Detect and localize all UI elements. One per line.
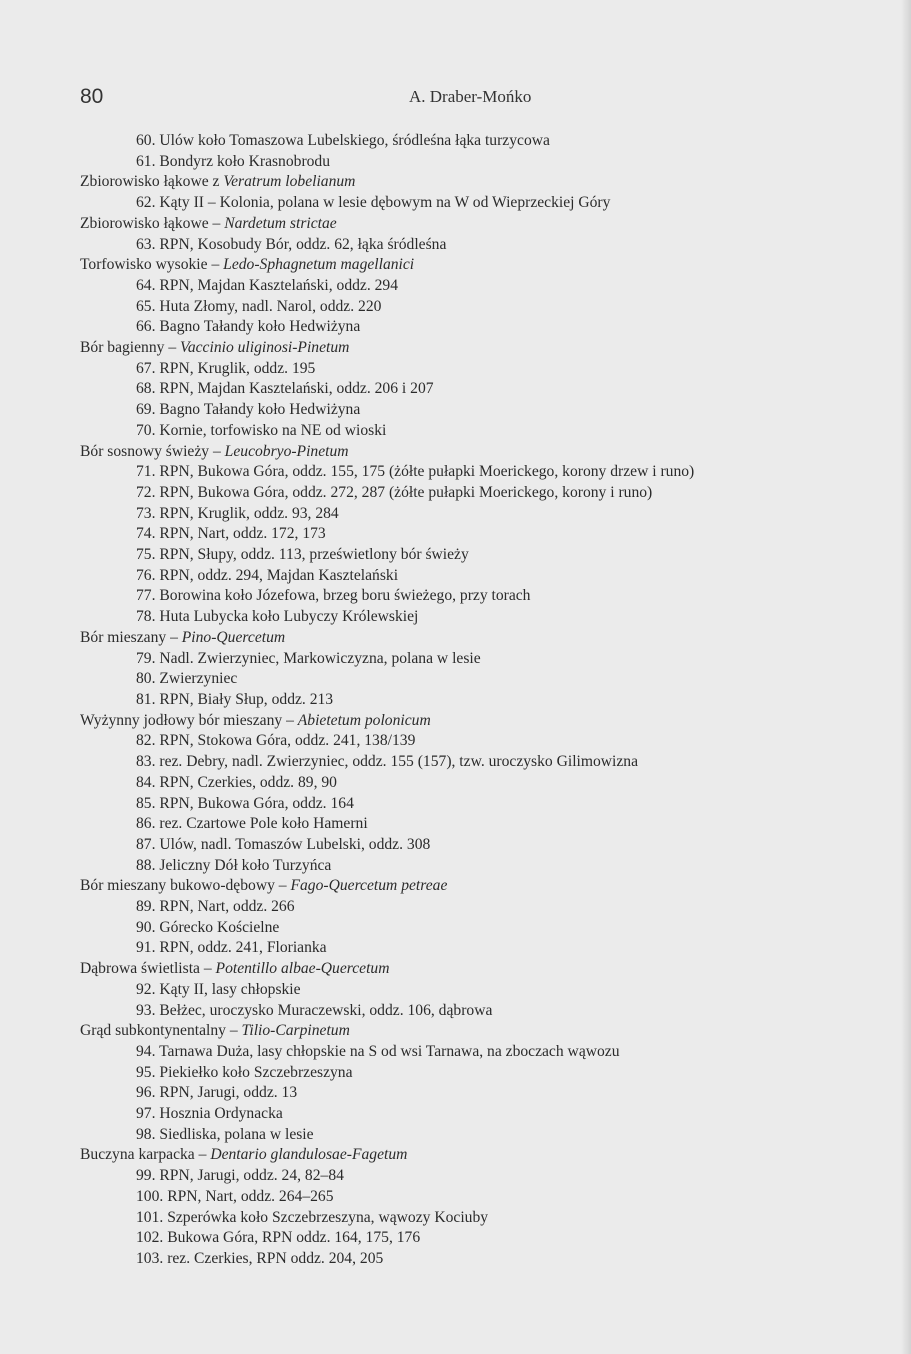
locality-text: 88. Jeliczny Dół koło Turzyńca [136,856,332,874]
locality-text: 77. Borowina koło Józefowa, brzeg boru świeżego, przy torach [136,587,531,605]
habitat-name: Zbiorowisko łąkowe – [80,214,225,232]
locality-entry [80,586,880,607]
locality-entry [80,483,880,504]
locality-entry [80,545,880,566]
syntaxon-latin-name: Fago-Quercetum petreae [290,877,448,895]
syntaxon-latin-name: Veratrum lobelianum [223,173,356,191]
syntaxon-latin-name: Pino-Quercetum [181,628,286,646]
locality-entry [80,359,880,380]
locality-text: 80. Zwierzyniec [136,670,238,688]
locality-entry [80,193,880,214]
locality-entry [80,1063,880,1084]
syntaxon-latin-name: Potentillo albae-Quercetum [215,960,390,978]
locality-entry [80,1042,880,1063]
habitat-name: Buczyna karpacka – [80,1146,211,1164]
locality-entry [80,607,880,628]
locality-entry [80,1166,880,1187]
locality-text: 97. Hosznia Ordynacka [136,1105,283,1123]
locality-entry [80,794,880,815]
locality-text: 60. Ulów koło Tomaszowa Lubelskiego, śródleśna łąka turzycowa [136,132,550,149]
locality-text: 86. rez. Czartowe Pole koło Hamerni [136,815,368,833]
locality-text: 63. RPN, Kosobudy Bór, oddz. 62, łąka śródleśna [136,235,447,253]
syntaxon-latin-name: Abietetum polonicum [297,711,431,729]
locality-entry [80,1187,880,1208]
syntaxon-latin-name: Leucobryo-Pinetum [224,442,349,460]
locality-text: 76. RPN, oddz. 294, Majdan Kasztelański [136,566,399,584]
locality-entry [80,1228,880,1249]
locality-entry [80,731,880,752]
locality-entry [80,752,880,773]
locality-text: 68. RPN, Majdan Kasztelański, oddz. 206 i 207 [136,380,434,398]
locality-text: 61. Bondyrz koło Krasnobrodu [136,152,331,170]
locality-text: 84. RPN, Czerkies, oddz. 89, 90 [136,773,337,791]
locality-entry [80,1125,880,1146]
syntaxon-latin-name: Dentario glandulosae-Fagetum [210,1146,408,1164]
locality-entry [80,276,880,297]
locality-text: 99. RPN, Jarugi, oddz. 24, 82–84 [136,1167,344,1185]
running-head: A. Draber-Mońko [409,87,532,106]
locality-entry [80,400,880,421]
locality-text: 94. Tarnawa Duża, lasy chłopskie na S od wsi Tarnawa, na zboczach wąwozu [136,1042,620,1060]
syntaxon-latin-name: Ledo-Sphagnetum magellanici [223,256,415,274]
habitat-name: Bór sosnowy świeży – [80,442,225,460]
habitat-heading [80,876,880,897]
locality-entry [80,152,880,173]
page-number: 80 [80,85,104,108]
locality-entry [80,897,880,918]
locality-entry [80,1208,880,1229]
locality-text: 72. RPN, Bukowa Góra, oddz. 272, 287 (żółte pułapki Moerickego, korony i runo) [136,483,653,501]
habitat-name: Torfowisko wysokie – [80,256,224,274]
locality-text: 65. Huta Złomy, nadl. Narol, oddz. 220 [136,297,382,315]
habitat-heading [80,628,880,649]
locality-text: 75. RPN, Słupy, oddz. 113, prześwietlony bór świeży [136,546,469,564]
habitat-heading [80,214,880,235]
locality-entry [80,1001,880,1022]
locality-text: 93. Bełżec, uroczysko Muraczewski, oddz. 106, dąbrowa [136,1001,493,1019]
locality-entry [80,379,880,400]
locality-text: 92. Kąty II, lasy chłopskie [136,980,301,998]
locality-entry [80,835,880,856]
locality-text: 71. RPN, Bukowa Góra, oddz. 155, 175 (żółte pułapki Moerickego, korony drzew i runo) [136,463,695,481]
locality-text: 96. RPN, Jarugi, oddz. 13 [136,1084,298,1102]
habitat-name: Dąbrowa świetlista – [80,960,216,978]
locality-text: 82. RPN, Stokowa Góra, oddz. 241, 138/139 [136,732,416,750]
locality-entry [80,649,880,670]
habitat-name: Bór mieszany – [80,628,182,646]
syntaxon-latin-name: Tilio-Carpinetum [241,1022,350,1040]
locality-text: 64. RPN, Majdan Kasztelański, oddz. 294 [136,276,399,294]
locality-text: 102. Bukowa Góra, RPN oddz. 164, 175, 176 [136,1229,421,1247]
locality-text: 78. Huta Lubycka koło Lubyczy Królewskiej [136,608,419,626]
habitat-name: Bór mieszany bukowo-dębowy – [80,877,291,895]
habitat-heading [80,1021,880,1042]
locality-text: 98. Siedliska, polana w lesie [136,1125,314,1143]
locality-entry [80,1249,880,1270]
locality-entry [80,918,880,939]
locality-text: 87. Ulów, nadl. Tomaszów Lubelski, oddz. 308 [136,835,431,853]
locality-entry [80,814,880,835]
locality-text: 73. RPN, Kruglik, oddz. 93, 284 [136,504,339,522]
locality-entry [80,504,880,525]
syntaxon-latin-name: Vaccinio uliginosi-Pinetum [180,339,350,357]
habitat-heading [80,711,880,732]
locality-entry [80,690,880,711]
locality-text: 83. rez. Debry, nadl. Zwierzyniec, oddz. 155 (157), tzw. uroczysko Gilimowizna [136,753,639,771]
locality-list [80,131,880,1270]
habitat-name: Wyżynny jodłowy bór mieszany – [80,711,298,729]
locality-text: 103. rez. Czerkies, RPN oddz. 204, 205 [136,1249,384,1267]
habitat-heading [80,338,880,359]
locality-text: 85. RPN, Bukowa Góra, oddz. 164 [136,794,354,812]
locality-text: 69. Bagno Tałandy koło Hedwiżyna [136,401,361,419]
locality-entry [80,317,880,338]
locality-entry [80,938,880,959]
syntaxon-latin-name: Nardetum strictae [224,214,337,232]
locality-entry [80,1104,880,1125]
locality-text: 91. RPN, oddz. 241, Florianka [136,939,327,957]
locality-text: 66. Bagno Tałandy koło Hedwiżyna [136,318,361,336]
locality-entry [80,131,880,152]
habitat-heading [80,959,880,980]
locality-text: 74. RPN, Nart, oddz. 172, 173 [136,525,326,543]
habitat-name: Grąd subkontynentalny – [80,1022,242,1040]
habitat-heading [80,442,880,463]
locality-text: 90. Górecko Kościelne [136,918,280,936]
locality-entry [80,235,880,256]
habitat-heading [80,1145,880,1166]
locality-text: 62. Kąty II – Kolonia, polana w lesie dębowym na W od Wieprzeckiej Góry [136,194,611,212]
locality-entry [80,297,880,318]
habitat-heading [80,255,880,276]
locality-text: 67. RPN, Kruglik, oddz. 195 [136,359,316,377]
locality-text: 79. Nadl. Zwierzyniec, Markowiczyzna, polana w lesie [136,649,481,667]
page-edge-shadow [901,0,911,1354]
locality-text: 89. RPN, Nart, oddz. 266 [136,898,295,916]
locality-text: 101. Szperówka koło Szczebrzeszyna, wąwozy Kociuby [136,1208,489,1226]
locality-entry [80,462,880,483]
locality-text: 95. Piekiełko koło Szczebrzeszyna [136,1063,353,1081]
locality-entry [80,856,880,877]
locality-entry [80,980,880,1001]
locality-entry [80,421,880,442]
locality-text: 100. RPN, Nart, oddz. 264–265 [136,1187,334,1205]
locality-entry [80,669,880,690]
locality-entry [80,524,880,545]
locality-text: 70. Kornie, torfowisko na NE od wioski [136,421,387,439]
locality-entry [80,773,880,794]
locality-entry [80,1083,880,1104]
locality-text: 81. RPN, Biały Słup, oddz. 213 [136,690,334,708]
habitat-name: Zbiorowisko łąkowe z [80,173,224,191]
habitat-name: Bór bagienny – [80,339,181,357]
habitat-heading [80,172,880,193]
locality-entry [80,566,880,587]
